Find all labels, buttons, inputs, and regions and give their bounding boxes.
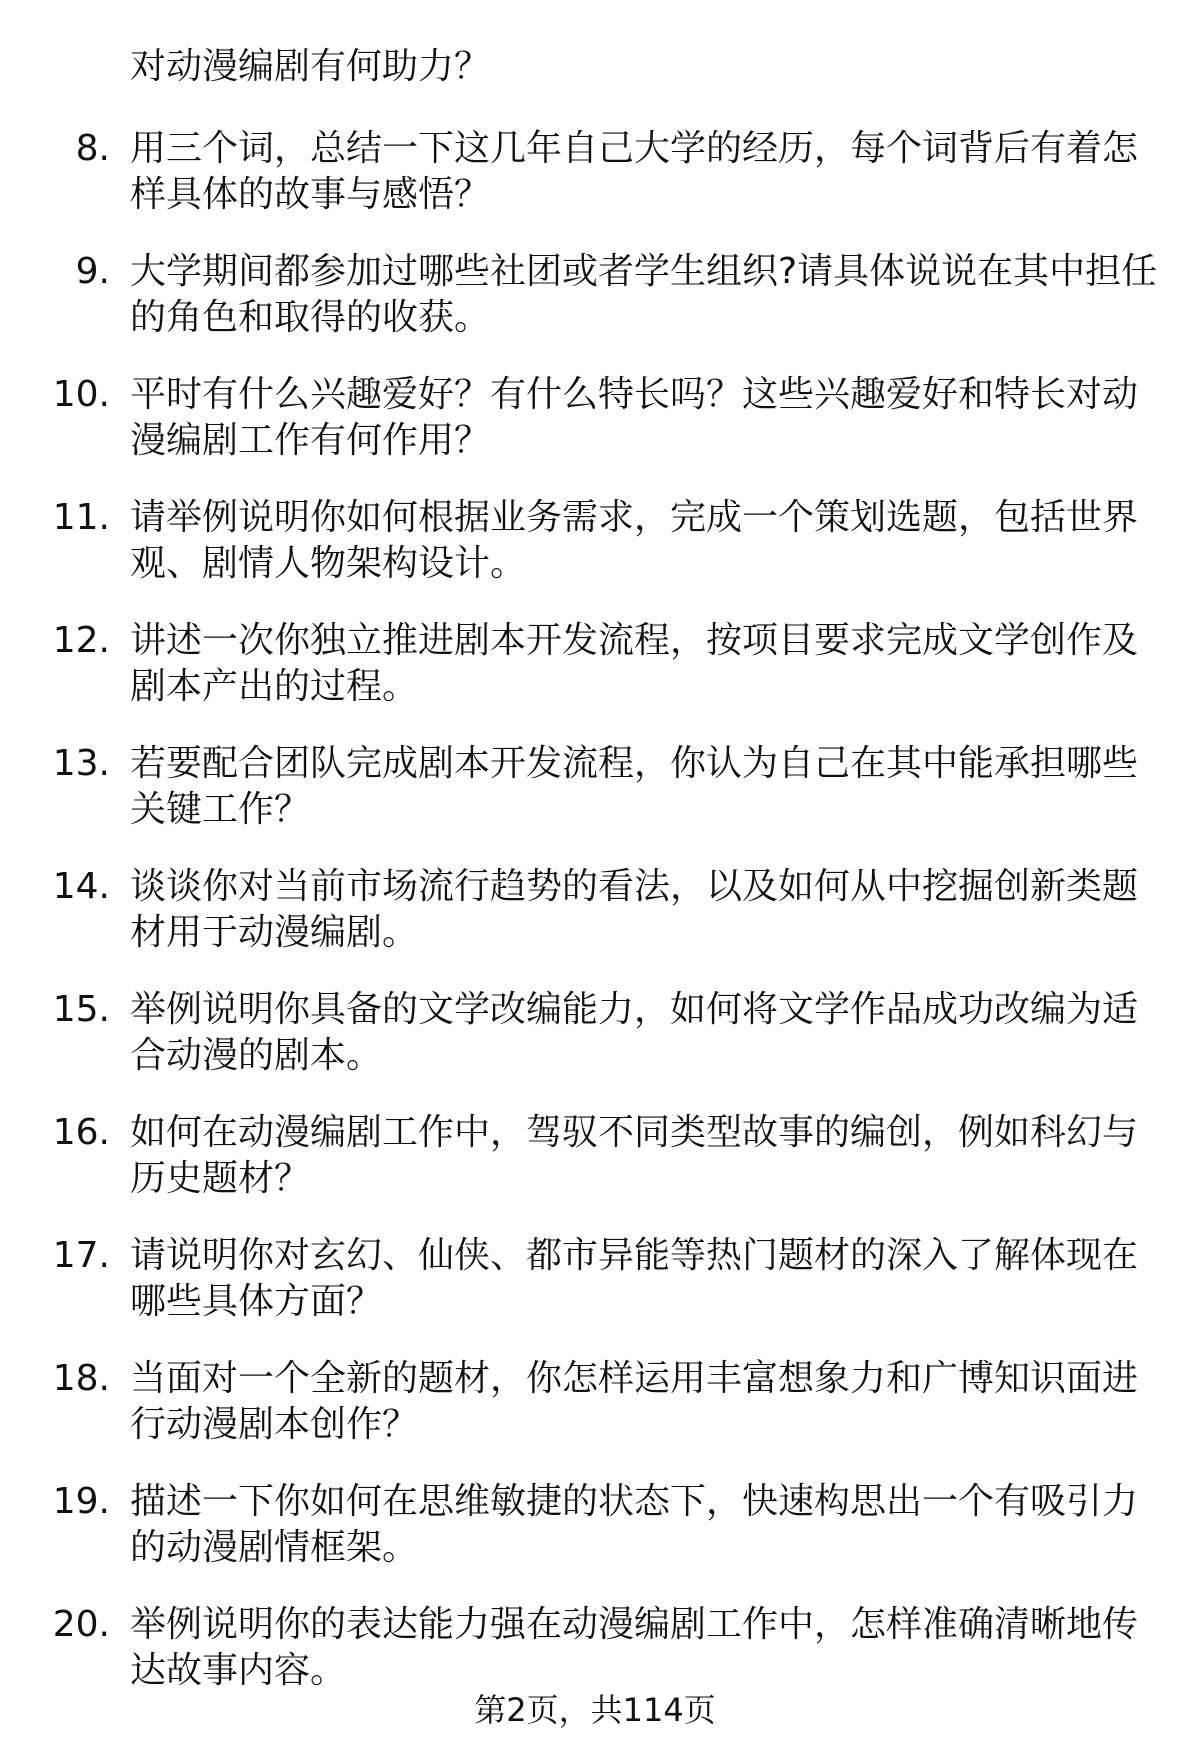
question-item <box>0 1233 1190 1356</box>
question-text: 举例说明你的表达能力强在动漫编剧工作中，怎样准确清晰地传 达故事内容。 <box>130 1604 1139 1691</box>
question-text: 平时有什么兴趣爱好？有什么特长吗？这些兴趣爱好和特长对动 漫编剧工作有何作用？ <box>130 374 1139 461</box>
question-number: 15. <box>52 989 110 1030</box>
question-number: 20. <box>52 1604 110 1645</box>
question-number: 16. <box>52 1112 110 1153</box>
question-number: 8. <box>75 128 110 169</box>
question-number: 14. <box>52 866 110 907</box>
question-item <box>0 987 1190 1110</box>
question-number: 19. <box>52 1481 110 1522</box>
question-item <box>0 1479 1190 1602</box>
question-item <box>0 741 1190 864</box>
question-number: 13. <box>52 743 110 784</box>
question-item <box>0 1110 1190 1233</box>
question-item <box>0 618 1190 741</box>
question-item <box>0 372 1190 495</box>
question-number: 11. <box>52 497 110 538</box>
question-item <box>0 1356 1190 1479</box>
question-text: 如何在动漫编剧工作中，驾驭不同类型故事的编创，例如科幻与 历史题材？ <box>130 1112 1139 1199</box>
question-item <box>0 249 1190 372</box>
question-list <box>0 126 1190 1725</box>
question-number: 18. <box>52 1358 110 1399</box>
question-text: 描述一下你如何在思维敏捷的状态下，快速构思出一个有吸引力 的动漫剧情框架。 <box>130 1481 1139 1568</box>
question-number: 17. <box>52 1235 110 1276</box>
question-text: 请说明你对玄幻、仙侠、都市异能等热门题材的深入了解体现在 哪些具体方面？ <box>130 1235 1139 1322</box>
question-item <box>0 495 1190 618</box>
continuation-text: 对动漫编剧有何助力？ <box>130 46 491 87</box>
question-text: 请举例说明你如何根据业务需求，完成一个策划选题，包括世界 观、剧情人物架构设计。 <box>130 497 1139 584</box>
question-text: 谈谈你对当前市场流行趋势的看法，以及如何从中挖掘创新类题 材用于动漫编剧。 <box>130 866 1139 953</box>
question-text: 当面对一个全新的题材，你怎样运用丰富想象力和广博知识面进 行动漫剧本创作？ <box>130 1358 1139 1445</box>
question-item <box>0 864 1190 987</box>
question-text: 讲述一次你独立推进剧本开发流程，按项目要求完成文学创作及 剧本产出的过程。 <box>130 620 1139 707</box>
question-text: 大学期间都参加过哪些社团或者学生组织?请具体说说在其中担任 的角色和取得的收获。 <box>130 251 1158 338</box>
question-number: 10. <box>52 374 110 415</box>
question-number: 9. <box>75 251 110 292</box>
page-footer: 第2页，共114页 <box>474 1691 716 1729</box>
question-text: 若要配合团队完成剧本开发流程，你认为自己在其中能承担哪些 关键工作？ <box>130 743 1139 830</box>
question-item <box>0 126 1190 249</box>
question-text: 用三个词，总结一下这几年自己大学的经历，每个词背后有着怎 样具体的故事与感悟？ <box>130 128 1139 215</box>
question-text: 举例说明你具备的文学改编能力，如何将文学作品成功改编为适 合动漫的剧本。 <box>130 989 1139 1076</box>
question-number: 12. <box>52 620 110 661</box>
